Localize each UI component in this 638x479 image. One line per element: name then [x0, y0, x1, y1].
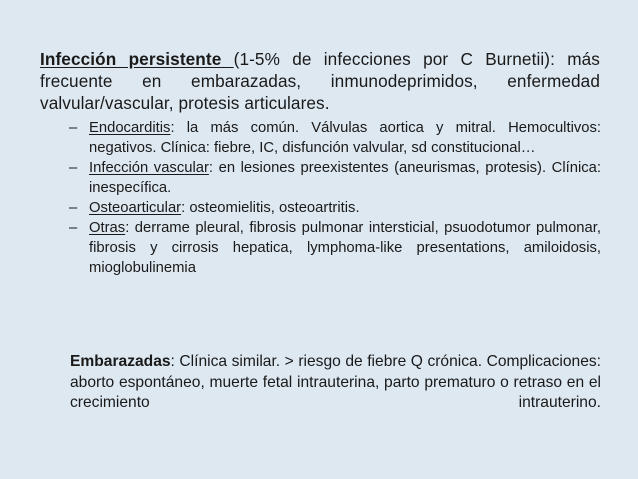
list-item-vascular-infection	[69, 158, 601, 198]
dash-bullet: –	[69, 200, 78, 216]
endocarditis-term: Endocarditis	[89, 120, 171, 136]
list-item-endocarditis	[69, 118, 601, 158]
manifestations-list	[69, 118, 601, 278]
vascular-infection-term: Infección vascular	[89, 160, 209, 176]
others-term: Otras	[89, 220, 126, 236]
vascular-infection-text: : en lesiones preexistentes (aneurismas, protesis). Clínica: inespecífica.	[89, 160, 601, 196]
pregnancy-term: Embarazadas	[70, 353, 171, 370]
dash-bullet: –	[69, 220, 78, 236]
persistent-infection-paragraph	[40, 48, 600, 114]
osteoarticular-term: Osteoarticular	[89, 200, 182, 216]
pregnancy-text: : Clínica similar. > riesgo de fiebre Q crónica. Complicaciones: aborto espontáneo, muerte fetal intrauterina, parto prematuro o retraso en el crecimiento intrauterino.	[70, 353, 601, 411]
others-text: : derrame pleural, fibrosis pulmonar intersticial, psuodotumor pulmonar, fibrosis y cirrosis hepatica, lymphoma-like presentations, amiloidosis, mioglobulinemia	[89, 220, 601, 276]
list-item-osteoarticular	[69, 198, 601, 218]
endocarditis-text: : la más común. Válvulas aortica y mitral. Hemocultivos: negativos. Clínica: fiebre, IC, disfunción valvular, sd constitucional…	[89, 120, 601, 156]
dash-bullet: –	[69, 120, 78, 136]
list-item-others	[69, 218, 601, 278]
dash-bullet: –	[69, 160, 78, 176]
osteoarticular-text: : osteomielitis, osteoartritis.	[181, 200, 360, 216]
pregnancy-paragraph	[70, 352, 601, 414]
persistent-infection-term: Infección persistente	[40, 49, 234, 69]
persistent-infection-text: (1-5% de infecciones por C Burnetii): más frecuente en embarazadas, inmunodeprimidos, enfermedad valvular/vascular, protesis articulares.	[40, 49, 600, 113]
